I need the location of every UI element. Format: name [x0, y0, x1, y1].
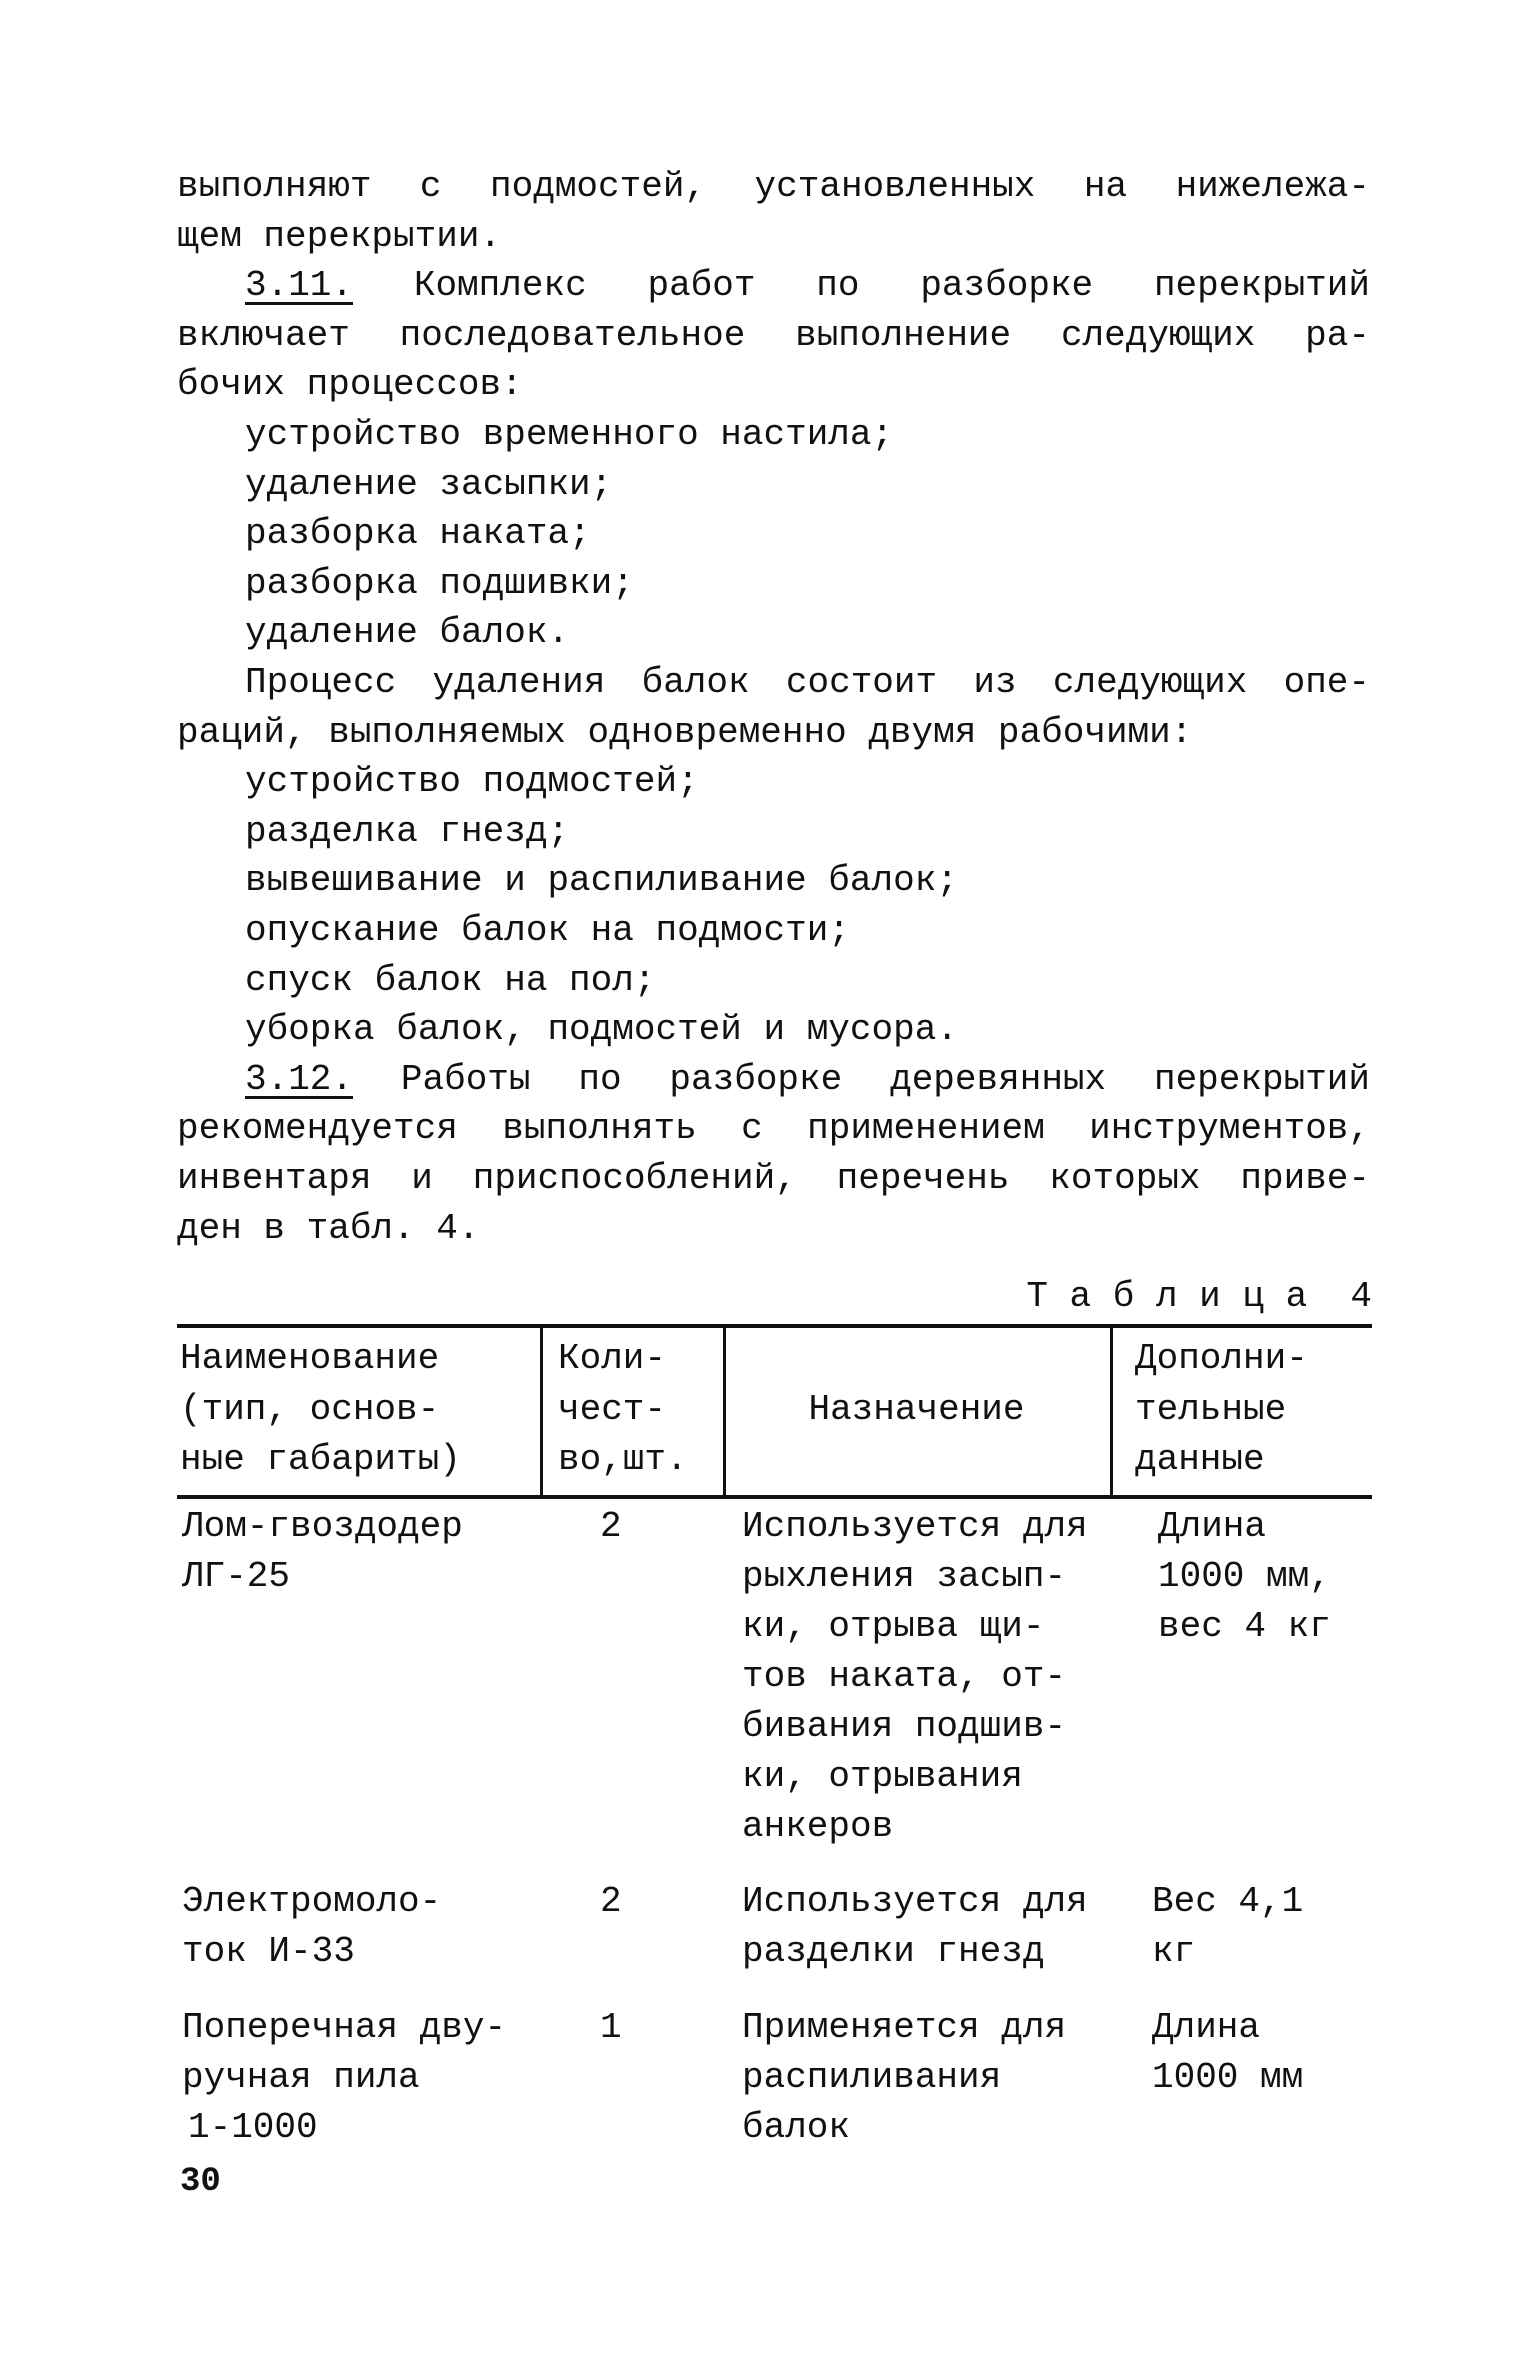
header-cell: Коли- — [558, 1338, 667, 1379]
row-name: Поперечная дву- — [182, 2007, 507, 2048]
text-line — [177, 212, 1370, 262]
line-text: устройство временного настила; — [245, 414, 894, 455]
text-line — [245, 807, 1370, 857]
row-extra: вес 4 кг — [1158, 1606, 1331, 1647]
row-name: Электромоло- — [182, 1881, 442, 1922]
text-line — [177, 162, 1370, 212]
table-header-rule — [177, 1495, 1372, 1499]
line-text: удаление засыпки; — [245, 463, 613, 505]
row-quantity: 1 — [600, 2007, 622, 2048]
line-text: раций, выполняемых одновременно двумя рабочими: — [177, 711, 1193, 753]
row-name: Лом-гвоздодер — [182, 1506, 463, 1547]
row-purpose: распиливания — [742, 2057, 1002, 2098]
line-text: удаление балок. — [245, 612, 570, 654]
header-cell: во,шт. — [558, 1439, 688, 1480]
line-text: Комплекс работ по разборке перекрытий — [413, 265, 1370, 307]
text-line — [177, 1204, 1370, 1254]
header-cell: Дополни- — [1135, 1338, 1308, 1379]
text-line — [177, 708, 1370, 758]
row-extra: Длина — [1152, 2007, 1261, 2048]
text-line — [177, 1154, 1370, 1204]
line-text: ден в табл. 4. — [177, 1207, 480, 1249]
line-text: включает последовательное выполнение следующих ра- — [177, 314, 1370, 356]
row-purpose: ки, отрыва щи- — [742, 1606, 1045, 1647]
line-text: разборка подшивки; — [245, 562, 634, 604]
row-quantity: 2 — [600, 1881, 622, 1922]
row-extra: кг — [1152, 1931, 1196, 1972]
row-extra: 1000 мм — [1152, 2057, 1304, 2098]
text-line — [245, 956, 1370, 1006]
header-cell: тельные — [1135, 1389, 1287, 1430]
row-purpose: Используется для — [742, 1506, 1088, 1547]
header-cell: (тип, основ- — [180, 1389, 440, 1430]
line-text: спуск балок на пол; — [245, 959, 656, 1001]
row-extra: 1000 мм, — [1158, 1556, 1331, 1597]
text-line — [177, 1104, 1370, 1154]
line-text: вывешивание и распиливание балок; — [245, 860, 958, 902]
row-name: ЛГ-25 — [182, 1556, 291, 1597]
row-purpose: рыхления засып- — [742, 1556, 1067, 1597]
row-name: ток И-33 — [182, 1931, 355, 1972]
line-text: инвентаря и приспособлений, перечень которых приве- — [177, 1158, 1370, 1199]
row-extra: Длина — [1158, 1506, 1267, 1547]
row-purpose: разделки гнезд — [742, 1931, 1045, 1972]
text-line — [245, 460, 1370, 510]
row-purpose: Применяется для — [742, 2007, 1067, 2048]
text-line — [245, 658, 1370, 708]
text-line — [177, 360, 1370, 410]
text-line — [245, 757, 1370, 807]
header-cell: ные габариты) — [180, 1439, 461, 1480]
line-text: Работы по разборке деревянных перекрытий — [400, 1058, 1371, 1100]
text-line — [245, 559, 1370, 609]
line-text: рекомендуется выполнять с применением инструментов, — [177, 1108, 1370, 1150]
page-number: 30 — [180, 2163, 221, 2201]
text-line — [177, 311, 1370, 361]
line-text: бочих процессов: — [177, 364, 523, 406]
header-cell: чест- — [558, 1389, 667, 1430]
line-text: устройство подмостей; — [245, 761, 699, 803]
header-cell: Назначение — [808, 1389, 1025, 1430]
row-purpose: ки, отрывания — [742, 1756, 1023, 1797]
text-line — [245, 509, 1370, 559]
header-cell: Наименование — [180, 1338, 440, 1379]
text-line — [245, 608, 1370, 658]
row-purpose: тов наката, от- — [742, 1656, 1067, 1697]
section-number: 3.11. — [245, 265, 354, 307]
row-name: 1-1000 — [188, 2107, 318, 2148]
text-line — [245, 1055, 1370, 1105]
text-line — [245, 410, 1370, 460]
row-extra: Вес 4,1 — [1152, 1881, 1304, 1922]
row-purpose: балок — [742, 2107, 851, 2148]
column-divider — [540, 1326, 543, 1497]
row-purpose: анкеров — [742, 1806, 894, 1847]
column-divider — [1110, 1326, 1113, 1497]
text-line — [245, 261, 1370, 311]
line-text: Процесс удаления балок состоит из следующих опе- — [245, 662, 1370, 703]
line-text: уборка балок, подмостей и мусора. — [245, 1009, 958, 1051]
row-quantity: 2 — [600, 1506, 622, 1547]
line-text: разборка наката; — [245, 513, 591, 555]
table-top-rule — [177, 1324, 1372, 1328]
table-caption: Т а б л и ц а 4 — [1026, 1276, 1372, 1317]
line-text: опускание балок на подмости; — [245, 910, 850, 951]
row-purpose: бивания подшив- — [742, 1706, 1067, 1747]
line-text: разделка гнезд; — [245, 810, 570, 852]
text-line — [245, 856, 1370, 906]
section-number: 3.12. — [245, 1058, 354, 1100]
text-line — [245, 1005, 1370, 1055]
line-text: щем перекрытии. — [177, 215, 502, 257]
header-cell: данные — [1135, 1439, 1265, 1480]
text-line — [245, 906, 1370, 956]
row-purpose: Используется для — [742, 1881, 1088, 1922]
row-name: ручная пила — [182, 2057, 420, 2098]
line-text: выполняют с подмостей, установленных на нижележа- — [177, 166, 1370, 207]
